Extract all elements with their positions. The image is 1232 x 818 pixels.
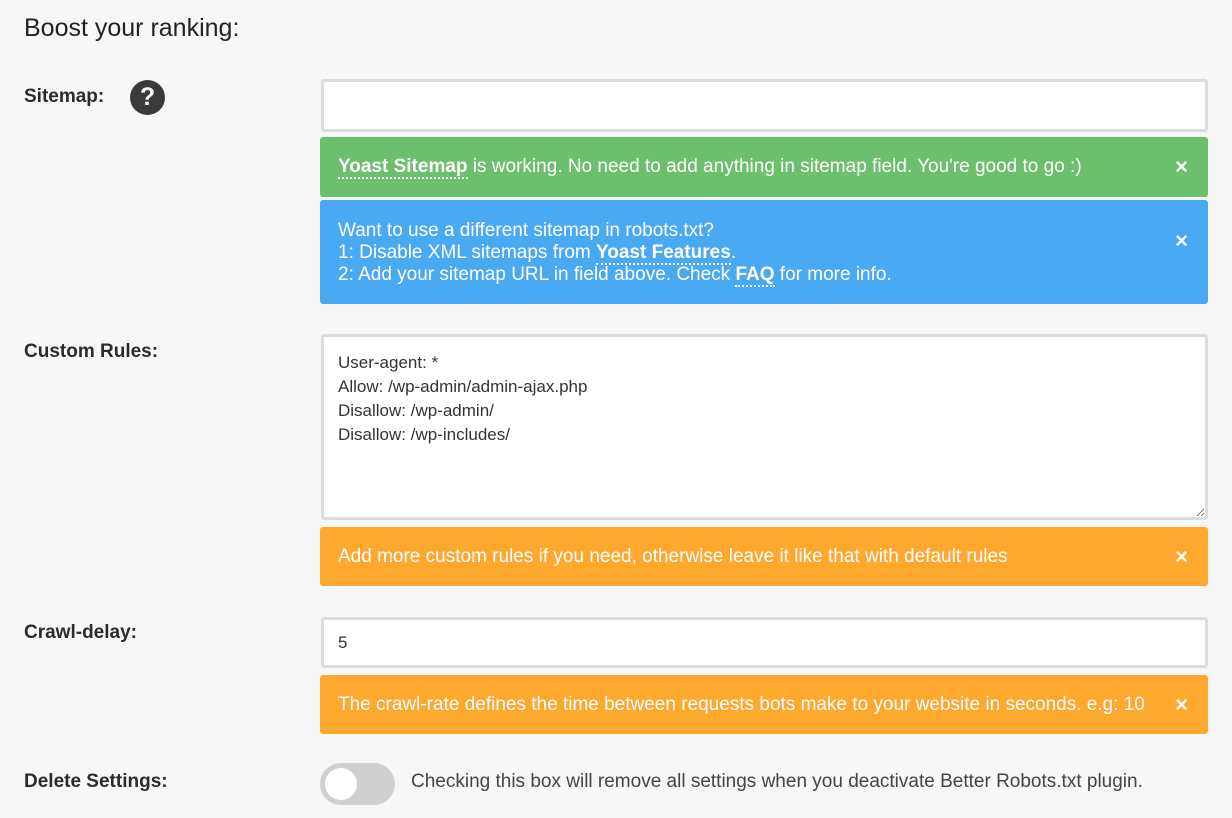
crawl-delay-input[interactable] bbox=[321, 617, 1208, 668]
custom-rules-label: Custom Rules: bbox=[24, 341, 159, 362]
sitemap-label: Sitemap: bbox=[24, 86, 105, 107]
yoast-sitemap-notice bbox=[320, 137, 1208, 197]
crawl-delay-label: Crawl-delay: bbox=[24, 622, 137, 643]
custom-rules-textarea[interactable] bbox=[321, 334, 1208, 520]
yoast-features-link[interactable]: Yoast Features bbox=[596, 242, 731, 263]
sitemap-info-line1: Want to use a different sitemap in robots.txt? bbox=[338, 220, 714, 241]
custom-rules-notice bbox=[320, 527, 1208, 586]
close-icon[interactable]: × bbox=[1175, 543, 1188, 569]
delete-settings-toggle[interactable] bbox=[320, 763, 395, 805]
sitemap-info-line2: 1: Disable XML sitemaps from Yoast Features. bbox=[338, 242, 737, 263]
delete-settings-label: Delete Settings: bbox=[24, 771, 168, 792]
crawl-delay-notice-text: The crawl-rate defines the time between requests bots make to your website in seconds. e.g: 10 bbox=[338, 694, 1145, 715]
close-icon[interactable]: × bbox=[1175, 691, 1188, 717]
delete-settings-description: Checking this box will remove all settings when you deactivate Better Robots.txt plugin. bbox=[411, 771, 1143, 792]
close-icon[interactable]: × bbox=[1175, 154, 1188, 179]
sitemap-info-line3: 2: Add your sitemap URL in field above. Check FAQ for more info. bbox=[338, 264, 892, 285]
page-title: Boost your ranking: bbox=[24, 14, 240, 42]
sitemap-info-notice bbox=[320, 200, 1208, 304]
custom-rules-notice-text: Add more custom rules if you need, otherwise leave it like that with default rules bbox=[338, 546, 1008, 567]
close-icon[interactable]: × bbox=[1175, 228, 1188, 253]
sitemap-input[interactable] bbox=[321, 79, 1208, 132]
faq-link[interactable]: FAQ bbox=[735, 264, 775, 285]
help-icon[interactable]: ? bbox=[130, 80, 165, 115]
yoast-sitemap-link[interactable]: Yoast Sitemap bbox=[338, 156, 468, 177]
yoast-sitemap-notice-text: is working. No need to add anything in sitemap field. You're good to go :) bbox=[467, 156, 1082, 177]
toggle-knob bbox=[325, 768, 357, 800]
crawl-delay-notice bbox=[320, 675, 1208, 734]
